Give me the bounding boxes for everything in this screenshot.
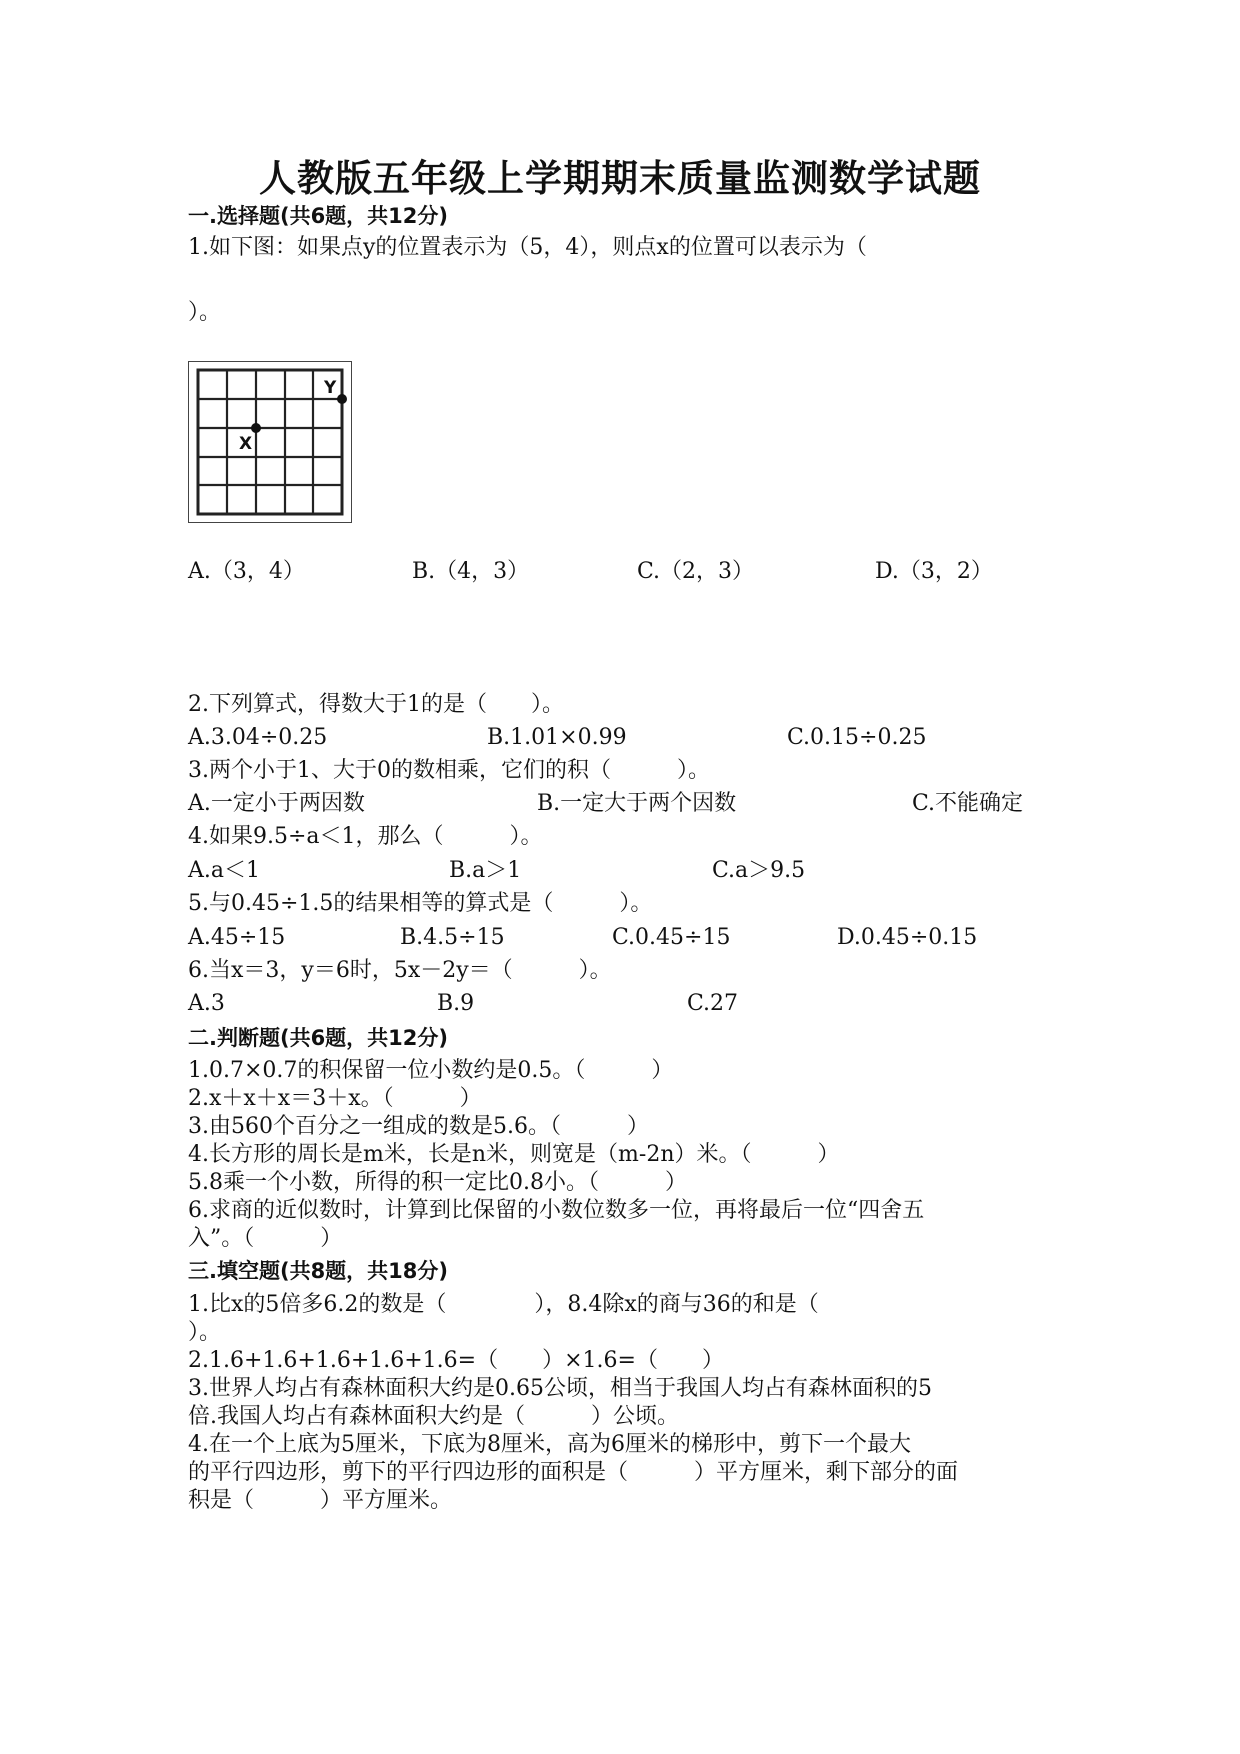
point-y-label: Y — [324, 378, 337, 398]
q5-option-b: B.4.5÷15 — [400, 925, 505, 950]
q6-option-b: B.9 — [437, 991, 475, 1016]
q3-option-c: C.不能确定 — [912, 791, 1024, 816]
q6-option-c: C.27 — [687, 991, 739, 1016]
q1-text-line2: ）。 — [188, 300, 222, 325]
grid-svg — [189, 362, 351, 522]
section-heading-judge: 二.判断题(共6题，共12分) — [188, 1026, 449, 1050]
section-heading-fill: 三.填空题(共8题，共18分) — [188, 1259, 449, 1283]
q5-text: 5.与0.45÷1.5的结果相等的算式是（ ）。 — [188, 891, 653, 916]
q2-option-b: B.1.01×0.99 — [487, 725, 627, 750]
q5-option-c: C.0.45÷15 — [612, 925, 731, 950]
fill-item-3-line2: 倍.我国人均占有森林面积大约是（ ）公顷。 — [188, 1404, 679, 1429]
judge-item-4: 4.长方形的周长是m米，长是n米，则宽是（m-2n）米。（ ） — [188, 1142, 840, 1167]
fill-item-4-line2: 的平行四边形，剪下的平行四边形的面积是（ ）平方厘米，剩下部分的面 — [188, 1460, 959, 1485]
fill-item-4-line3: 积是（ ）平方厘米。 — [188, 1488, 453, 1513]
q3-text: 3.两个小于1、大于0的数相乘，它们的积（ ）。 — [188, 758, 710, 783]
q1-option-a: A.（3，4） — [188, 559, 305, 584]
grid-figure — [188, 361, 352, 523]
judge-item-3: 3.由560个百分之一组成的数是5.6。（ ） — [188, 1114, 649, 1139]
q6-text: 6.当x＝3，y＝6时，5x－2y＝（ ）。 — [188, 958, 612, 983]
q6-option-a: A.3 — [188, 991, 225, 1016]
fill-item-4-line1: 4.在一个上底为5厘米，下底为8厘米，高为6厘米的梯形中，剪下一个最大 — [188, 1432, 911, 1457]
point-x-label: X — [239, 434, 253, 454]
point-x-dot — [251, 423, 261, 433]
q1-option-b: B.（4，3） — [412, 559, 530, 584]
judge-item-5: 5.8乘一个小数，所得的积一定比0.8小。（ ） — [188, 1170, 687, 1195]
page-title: 人教版五年级上学期期末质量监测数学试题 — [259, 156, 981, 200]
judge-item-6-line2: 入”。（ ） — [188, 1226, 343, 1251]
q3-option-a: A.一定小于两因数 — [188, 791, 365, 816]
judge-item-2: 2.x＋x＋x＝3＋x。（ ） — [188, 1086, 482, 1111]
q2-option-a: A.3.04÷0.25 — [188, 725, 328, 750]
q1-text-line1: 1.如下图：如果点y的位置表示为（5，4），则点x的位置可以表示为（ — [188, 235, 867, 260]
q4-option-c: C.a＞9.5 — [712, 858, 806, 883]
fill-item-3-line1: 3.世界人均占有森林面积大约是0.65公顷，相当于我国人均占有森林面积的5 — [188, 1376, 932, 1401]
q1-option-d: D.（3，2） — [875, 559, 993, 584]
fill-item-2: 2.1.6+1.6+1.6+1.6+1.6=（ ）×1.6=（ ） — [188, 1348, 724, 1373]
q4-option-b: B.a＞1 — [449, 858, 522, 883]
judge-item-1: 1.0.7×0.7的积保留一位小数约是0.5。（ ） — [188, 1058, 674, 1083]
q5-option-d: D.0.45÷0.15 — [837, 925, 978, 950]
point-y-dot — [337, 394, 347, 404]
q4-option-a: A.a＜1 — [188, 858, 260, 883]
fill-item-1-line2: ）。 — [188, 1320, 222, 1345]
fill-item-1-line1: 1.比x的5倍多6.2的数是（ ），8.4除x的商与36的和是（ — [188, 1292, 819, 1317]
q1-option-c: C.（2，3） — [637, 559, 755, 584]
q3-option-b: B.一定大于两个因数 — [537, 791, 737, 816]
judge-item-6-line1: 6.求商的近似数时，计算到比保留的小数位数多一位，再将最后一位“四舍五 — [188, 1198, 925, 1223]
section-heading-choice: 一.选择题(共6题，共12分) — [188, 204, 449, 228]
q2-option-c: C.0.15÷0.25 — [787, 725, 927, 750]
q5-option-a: A.45÷15 — [188, 925, 286, 950]
q4-text: 4.如果9.5÷a＜1，那么（ ）。 — [188, 824, 543, 849]
q2-text: 2.下列算式，得数大于1的是（ ）。 — [188, 692, 564, 717]
